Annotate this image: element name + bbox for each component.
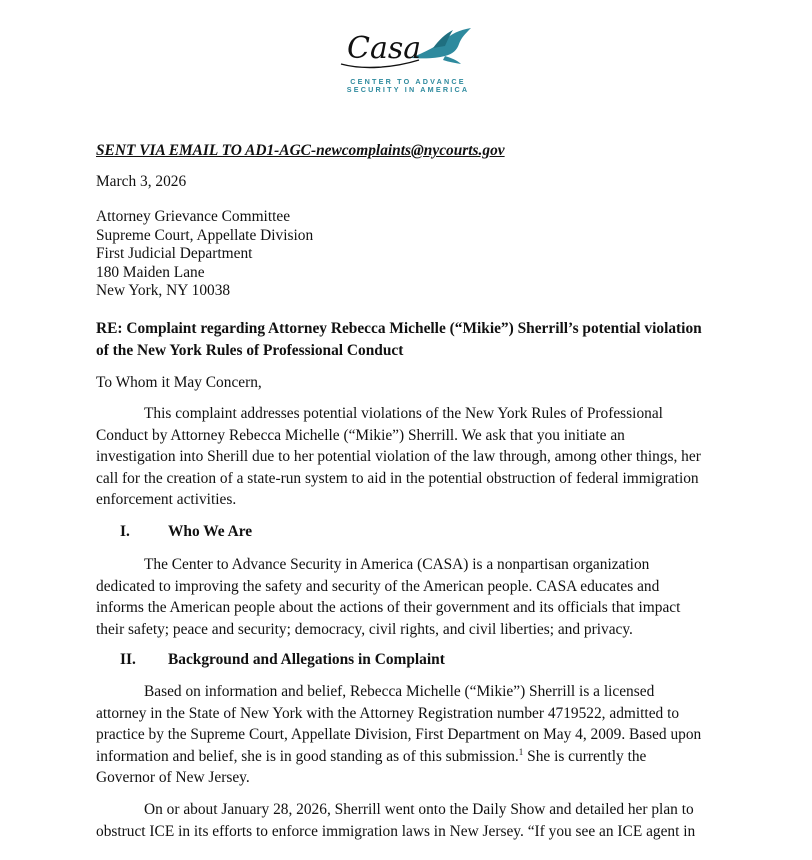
address-line: Supreme Court, Appellate Division [96, 226, 314, 244]
logo-wordmark: Casa [347, 31, 422, 66]
section-number: II. [120, 651, 136, 668]
who-we-are-paragraph [96, 554, 708, 640]
casa-logo [333, 22, 483, 98]
subject-line: RE: Complaint regarding Attorney Rebecca Michelle (“Mikie”) Sherrill’s potential violation of the New York Rules of Professional Conduct [96, 320, 702, 359]
eagle-wordmark-graphic [333, 22, 483, 78]
logo-tagline-line2: SECURITY IN AMERICA [346, 85, 470, 94]
sent-via-email-line: SENT VIA EMAIL TO AD1-AGC-newcomplaints@nycourts.gov [96, 142, 505, 159]
salutation: To Whom it May Concern, [96, 374, 262, 391]
background-paragraph-1-tail: She is currently the Governor of New Jersey. [96, 747, 647, 787]
recipient-address [96, 208, 313, 301]
background-paragraph-1-text: Based on information and belief, Rebecca Michelle (“Mikie”) Sherrill is a licensed attorney in the State of New York with the Attorney Registration number 4719522, admitted to practice by the Supreme Court, Appellate Division, First Department on May 4, 2009. Based upon information and belief, she is in good standing as of this submission. [96, 683, 702, 765]
section-title: Background and Allegations in Complaint [168, 651, 445, 668]
who-we-are-text: The Center to Advance Security in America (CASA) is a nonpartisan organization dedicated to improving the safety and security of the American people. CASA educates and informs the American people about the actions of their government and its officials that impact their safety; peace and security; democracy, civil rights, and civil liberties; and privacy. [96, 556, 681, 638]
section-number: I. [120, 523, 130, 540]
address-line: New York, NY 10038 [96, 282, 231, 299]
section-heading-background [120, 649, 445, 671]
intro-paragraph [96, 403, 708, 511]
address-line: 180 Maiden Lane [96, 263, 205, 281]
background-paragraph-1 [96, 681, 708, 789]
background-paragraph-2 [96, 799, 708, 842]
section-heading-who-we-are [120, 521, 252, 543]
intro-paragraph-text: This complaint addresses potential violations of the New York Rules of Professional Conduct by Attorney Rebecca Michelle (“Mikie”) Sherrill. We ask that you initiate an investigation into Sherill due to her potential violation of the law through, among other things, her call for the creation of a state-run system to aid in the potential obstruction of federal immigration enforcement activities. [96, 405, 701, 509]
footnote-marker[interactable]: 1 [518, 746, 524, 757]
letter-date: March 3, 2026 [96, 173, 187, 190]
logo-tagline-line1: CENTER TO ADVANCE [350, 77, 466, 86]
address-line: First Judicial Department [96, 245, 253, 262]
background-paragraph-2-text: On or about January 28, 2026, Sherrill went onto the Daily Show and detailed her plan to obstruct ICE in its efforts to enforce immigration laws in New Jersey. “If you see an ICE agent in [96, 801, 696, 840]
section-title: Who We Are [168, 523, 253, 540]
address-line: Attorney Grievance Committee [96, 208, 291, 225]
